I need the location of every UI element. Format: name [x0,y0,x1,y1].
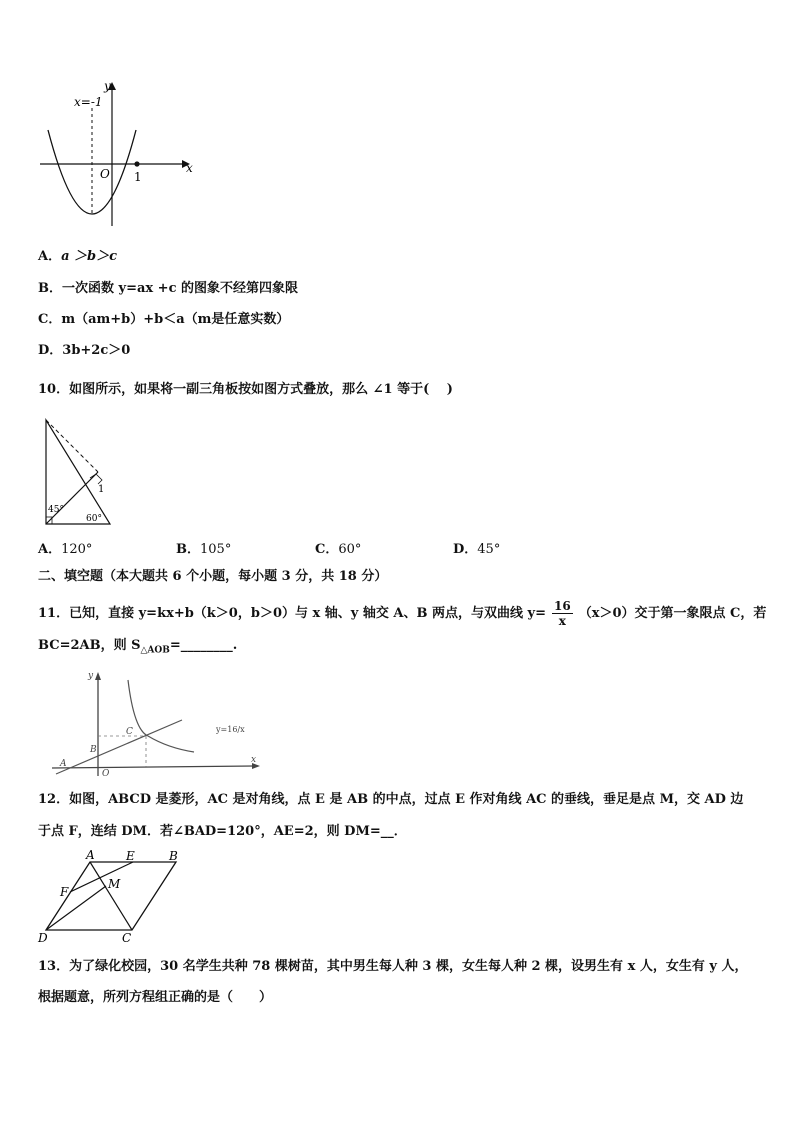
q10-option-b: B．105° [176,542,232,557]
label-angle-45: 45° [48,505,64,515]
label-x: x [186,161,193,175]
label-c: C [122,931,132,945]
q11-fraction: $\frac{16}{x}$ [553,599,571,628]
label-b: B [169,849,178,863]
label-o: O [102,769,110,779]
q11-stem-line2: BC=2AB，则 $S_{\triangle AOB}=\_\_\_\_\_\_\_\_$. [38,638,238,656]
q10-option-c: C．60° [315,542,362,557]
label-y: y [104,79,111,93]
q10-option-d: D．45° [453,542,501,557]
hyperbola-curve [128,680,194,752]
label-y: y [88,671,94,681]
q9-option-a: A．a ＞b＞c [38,249,118,264]
label-x-eq: x=-1 [74,95,103,109]
q9-option-d: D．3b+2c＞0 [38,343,131,358]
label-c: C [126,727,133,737]
label-x: x [251,755,257,765]
q10-stem: 10．如图所示，如果将一副三角板按如图方式叠放，那么 ∠1 等于( ) [38,382,453,397]
label-one: 1 [134,170,142,184]
point-one [134,161,139,166]
line-kx-b [56,720,182,774]
q12-stem-line1: 12．如图，ABCD 是菱形，AC 是对角线，点 E 是 AB 的中点，过点 E 作对角线 AC 的垂线，垂足是点 M，交 AD 边 [38,792,744,807]
x-axis [52,766,254,768]
dashed-hypotenuse [46,420,98,472]
line-dm [46,886,106,930]
label-a: A [60,759,67,769]
q10-triangle-figure [38,414,118,530]
label-angle-1: 1 [98,484,105,495]
label-m: M [108,877,121,891]
section-title: 二、填空题（本大题共 6 个小题，每小题 3 分，共 18 分） [38,569,388,584]
q12-rhombus-figure [34,848,188,946]
label-f: F [60,885,69,899]
label-angle-60: 60° [86,514,102,524]
label-b: B [90,745,97,755]
q9-option-c: C．m（am+b）+b＜a（m是任意实数） [38,312,290,327]
q11-stem-line1: 11．已知，直接 y=kx+b（k＞0，b＞0）与 x 轴、y 轴交 A、B 两点，与双曲线 y= $\frac{16}{x}$ （x＞0）交于第一象限点 C，若 [38,599,767,628]
q10-option-a: A．120° [38,542,93,557]
line-ef [70,862,133,892]
q9-option-b: B．一次函数 y=ax +c 的图象不经第四象限 [38,281,299,296]
label-curve: y=16/x [216,725,245,734]
label-d: D [38,931,48,945]
q12-stem-line2: 于点 F，连结 DM．若∠BAD=120°，AE=2，则 DM=__． [38,824,407,839]
parabola-curve [48,130,136,214]
label-origin: O [100,167,110,181]
q13-stem-line2: 根据题意，所列方程组正确的是（ ） [38,990,273,1005]
label-a: A [86,848,95,862]
q9-parabola-figure [36,78,202,230]
q13-stem-line1: 13．为了绿化校园，30 名学生共种 78 棵树苗，其中男生每人种 3 棵，女生每人种 2 棵，设男生有 x 人，女生有 y 人， [38,959,748,974]
label-e: E [126,849,135,863]
q11-hyperbola-figure [48,668,270,780]
